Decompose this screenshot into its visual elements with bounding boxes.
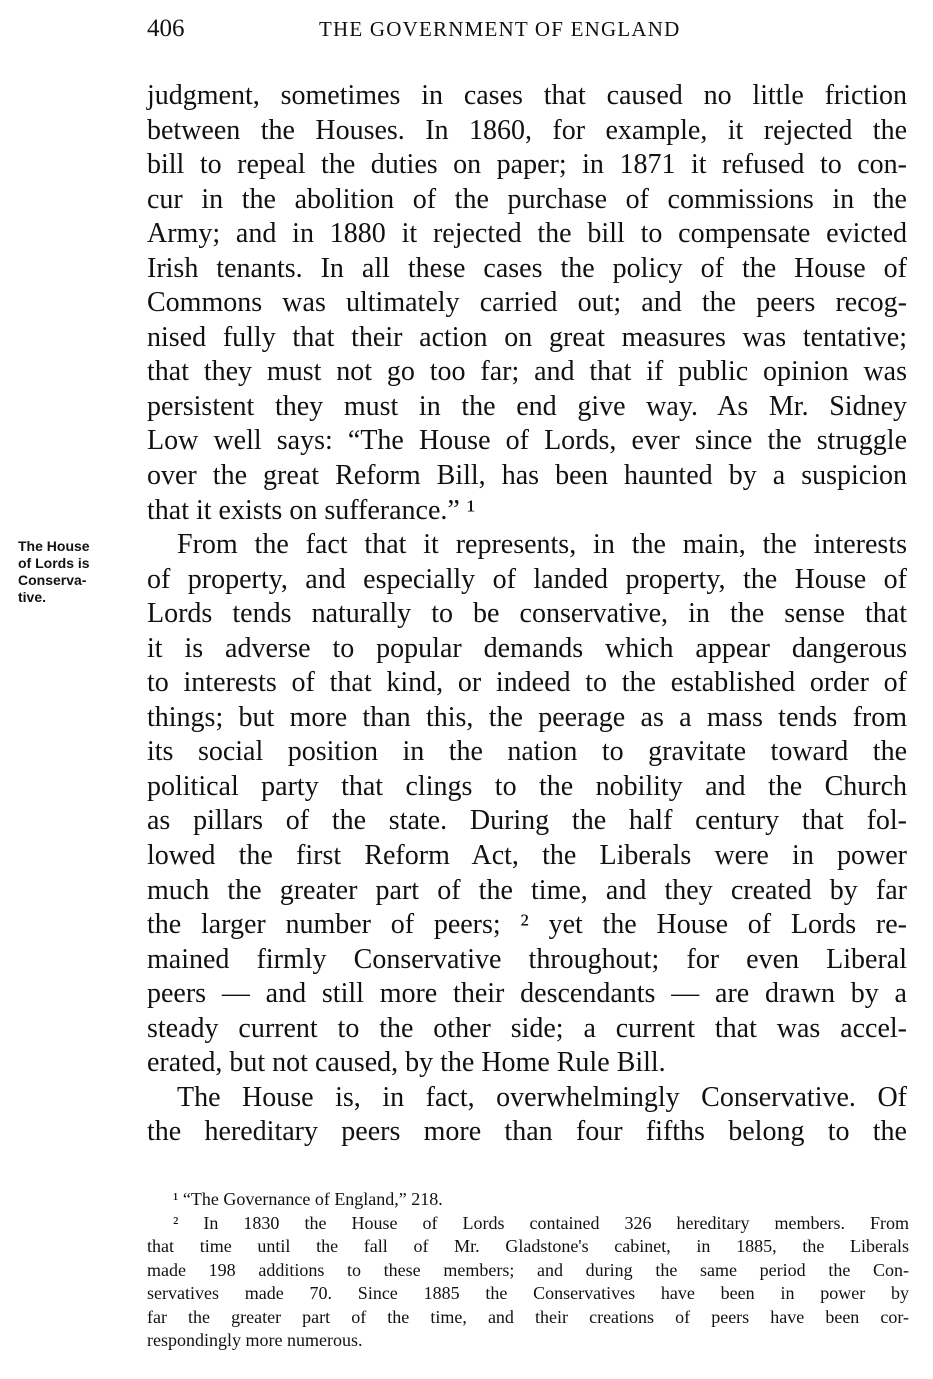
page-number: 406 bbox=[147, 15, 185, 42]
page-header bbox=[147, 12, 907, 46]
text-line: nised fully that their action on great measures was tentative; bbox=[147, 321, 907, 353]
text-line: that it exists on sufferance.” ¹ bbox=[147, 494, 476, 526]
footnote-line: ¹ “The Governance of England,” 218. bbox=[173, 1189, 443, 1209]
text-line: Low well says: “The House of Lords, ever since the struggle bbox=[147, 425, 907, 457]
text-line: things; but more than this, the peerage as a mass tends from bbox=[147, 701, 907, 733]
footnote-line: ² In 1830 the House of Lords contained 326 hereditary members. From bbox=[173, 1212, 909, 1233]
text-line: Army; and in 1880 it rejected the bill to compensate evicted bbox=[147, 218, 907, 250]
text-line: Lords tends naturally to be conservative, in the sense that bbox=[147, 598, 907, 630]
body-text bbox=[147, 79, 907, 1150]
text-line: it is adverse to popular demands which appear dangerous bbox=[147, 632, 907, 664]
text-line: its social position in the nation to gravitate toward the bbox=[147, 736, 907, 768]
text-line: political party that clings to the nobility and the Church bbox=[147, 770, 907, 802]
text-line: to interests of that kind, or indeed to the established order of bbox=[147, 667, 907, 699]
text-line: the hereditary peers more than four fifths belong to the bbox=[147, 1116, 907, 1148]
text-line: Commons was ultimately carried out; and the peers recog- bbox=[147, 287, 907, 319]
text-line: From the fact that it represents, in the main, the interests bbox=[177, 529, 907, 561]
text-line: erated, but not caused, by the Home Rule Bill. bbox=[147, 1047, 666, 1079]
text-line: much the greater part of the time, and they created by far bbox=[147, 874, 907, 906]
footnote-line: made 198 additions to these members; and during the same period the Con- bbox=[147, 1259, 909, 1280]
text-line: of property, and especially of landed property, the House of bbox=[147, 563, 907, 595]
margin-note-line: tive. bbox=[18, 589, 47, 605]
margin-note-line: Conserva- bbox=[18, 572, 87, 588]
margin-note-line: The House bbox=[18, 538, 90, 554]
text-line: that they must not go too far; and that if public opinion was bbox=[147, 356, 907, 388]
text-line: persistent they must in the end give way. As Mr. Sidney bbox=[147, 390, 907, 422]
text-line: judgment, sometimes in cases that caused no little friction bbox=[147, 80, 907, 111]
footnotes bbox=[147, 1188, 909, 1353]
footnote-line: servatives made 70. Since 1885 the Conservatives have been in power by bbox=[147, 1283, 909, 1303]
text-line: bill to repeal the duties on paper; in 1871 it refused to con- bbox=[147, 149, 907, 181]
text-line: lowed the first Reform Act, the Liberals were in power bbox=[147, 840, 907, 872]
text-line: as pillars of the state. During the half century that fol- bbox=[147, 805, 907, 837]
text-line: the larger number of peers; ² yet the House of Lords re- bbox=[147, 909, 907, 941]
text-line: peers — and still more their descendants — are drawn by a bbox=[147, 978, 907, 1010]
margin-note bbox=[18, 538, 138, 606]
margin-note-line: of Lords is bbox=[18, 555, 90, 571]
text-line: Irish tenants. In all these cases the policy of the House of bbox=[147, 252, 907, 284]
text-line: between the Houses. In 1860, for example, it rejected the bbox=[147, 114, 907, 146]
footnote-line: that time until the fall of Mr. Gladstone's cabinet, in 1885, the Liberals bbox=[147, 1236, 909, 1256]
text-line: mained firmly Conservative throughout; for even Liberal bbox=[147, 943, 907, 975]
footnote-line: far the greater part of the time, and their creations of peers have been cor- bbox=[147, 1306, 909, 1327]
text-line: steady current to the other side; a current that was accel- bbox=[147, 1012, 907, 1044]
footnote-line: respondingly more numerous. bbox=[147, 1330, 363, 1350]
running-title: THE GOVERNMENT OF ENGLAND bbox=[319, 17, 681, 41]
text-line: over the great Reform Bill, has been haunted by a suspicion bbox=[147, 460, 907, 492]
text-line: cur in the abolition of the purchase of commissions in the bbox=[147, 183, 907, 215]
text-line: The House is, in fact, overwhelmingly Conservative. Of bbox=[177, 1081, 907, 1113]
